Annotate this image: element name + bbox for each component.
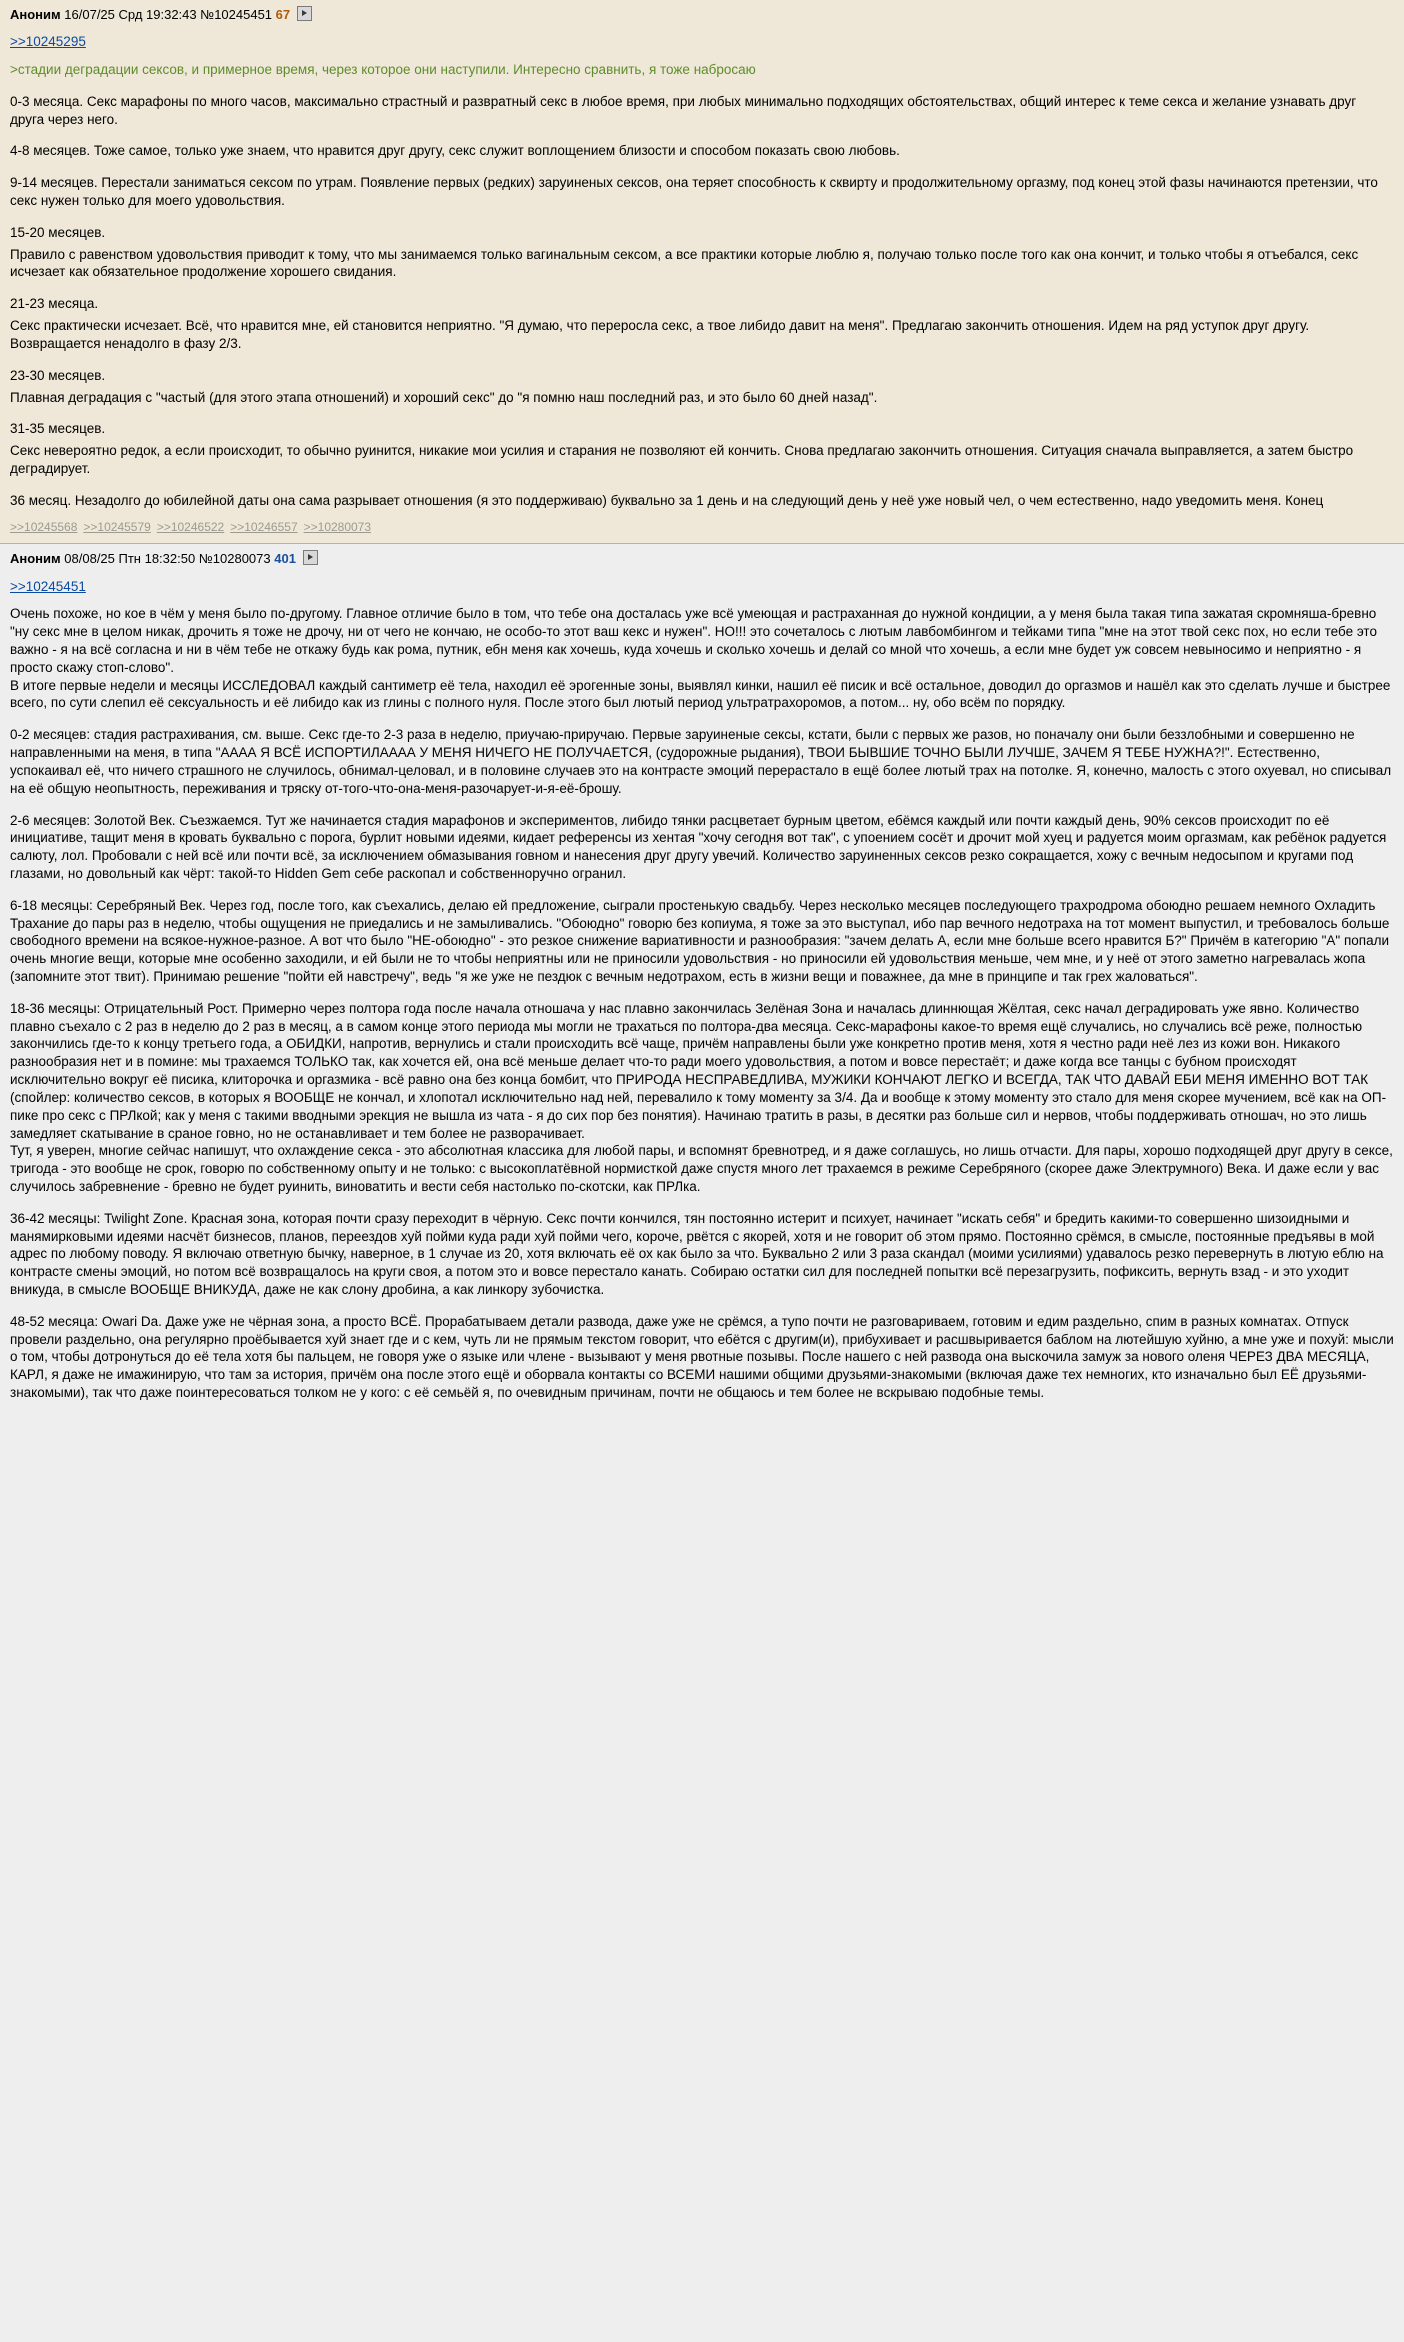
post-number: №10245451 <box>200 7 273 22</box>
post-body <box>10 605 1394 1402</box>
poster-name: Аноним <box>10 551 61 567</box>
post-paragraph: 48-52 месяца: Owari Da. Даже уже не чёрная зона, а просто ВСЁ. Прорабатываем детали развода, даже уже не срёмся, а тупо почти не разговариваем, готовим и едим раздельно, спим в разных комнатах. Отпуск провели раздельно, она регулярно проёбывается хуй знает где и с кем, чуть ли не прямым текстом говорит, что ебётся с другим(и), прибухивает и расшвыривается баблом на лютейшую хуйню, а мне уже и похуй: мысли о том, чтобы дотронуться до её тела хотя бы пальцем, не говоря уже о языке или члене - вызывают у меня рвотные позывы. После нашего с ней развода она выскочила замуж за нового оленя ЧЕРЕЗ ДВА МЕСЯЦА, КАРЛ, я даже не имажинирую, что там за история, причём она после этого ещё и оборвала контакты со ВСЕМИ нашими общими друзьями-знакомыми (включая даже тех немногих, кто изначально был ЕЁ друзьями-знакомыми), так что даже поинтересоваться толком не у кого: с её семьёй я, по очевидным причинам, почти не общаюсь и тем более не вскрываю подобные темы. <box>10 1313 1394 1401</box>
backlink[interactable]: >>10280073 <box>303 519 372 534</box>
post-paragraph: 15-20 месяцев. <box>10 224 106 240</box>
post-paragraph: 31-35 месяцев. <box>10 421 106 437</box>
post-paragraph: 2-6 месяцев: Золотой Век. Съезжаемся. Тут же начинается стадия марафонов и экспериментов, либидо тянки расцветает бурным цветом, ебёмся каждый или почти каждый день, 90% сексов происходит по её инициативе, тащит меня в кровать буквально с порога, бурлит новыми идеями, кидает референсы из хентая "хочу сегодня вот так", с упоением сосёт и дрочит мой хуец и радуется моим оргазмам, как ребёнок радуется салюту, лол. Пробовали с ней всё или почти всё, за исключением обмазывания говном и нанесения друг другу увечий. Количество заруиненных сексов резко сокращается, хожу с вечным недосыпом и кругами под глазами, но довольный как чёрт: такой-то Hidden Gem себе раскопал и собственноручно огранил. <box>10 812 1387 881</box>
post-paragraph: 4-8 месяцев. Тоже самое, только уже знаем, что нравится друг другу, секс служит воплощением близости и способом показать свою любовь. <box>10 143 900 159</box>
post-header <box>10 550 1394 567</box>
post-10280073 <box>0 544 1404 1423</box>
backlink[interactable]: >>10246522 <box>156 519 225 534</box>
play-icon[interactable] <box>297 6 312 21</box>
post-rating: 401 <box>274 551 296 567</box>
quoted-text: >стадии деградации сексов, и примерное время, через которое они наступили. Интересно сравнить, я тоже набросаю <box>10 61 756 77</box>
post-paragraph: Правило с равенством удовольствия приводит к тому, что мы занимаемся только вагинальным сексом, а все практики которые люблю я, получаю только после того как она кончит, и только чтобы я отъебался, секс исчезает как обязательное продолжение хорошего свидания. <box>10 246 1359 280</box>
post-10245451 <box>0 0 1404 543</box>
backlink[interactable]: >>10246557 <box>230 519 298 534</box>
post-paragraph: 0-3 месяца. Секс марафоны по много часов, максимально страстный и развратный секс в любое время, при любых минимально подходящих обстоятельствах, общий интерес к теме секса и желание узнавать друг друга через него. <box>10 93 1357 127</box>
post-paragraph: 36-42 месяцы: Twilight Zone. Красная зона, которая почти сразу переходит в чёрную. Секс почти кончился, тян постоянно истерит и психует, начинает "искать себя" и бредить какими-то совершенно шизоидными и манямирковыми идеями насчёт бизнесов, планов, переездов хуй пойми куда ради хуй пойми чего, короче, рвётся с якорей, хотя и не говорит об этом прямо. Постоянно срёмся, в смысле, постоянные предъявы в мой адрес по любому поводу. Я включаю ответную бычку, наверное, в 1 случае из 20, хотя включать её ох как было за что. Буквально 2 или 3 раза скандал (моими усилиями) удавалось резко перевернуть в лютую еблю на контрасте смены эмоций, но потом всё возвращалось на круги своя, а потом это и вовсе перестало канать. Собираю остатки сил для последней попытки всё перезагрузить, пофиксить, вернуть взад - и это уходит вникуда, в смысле ВООБЩЕ ВНИКУДА, даже не как слону дробина, а как линкору зубочистка. <box>10 1210 1384 1298</box>
post-paragraph: 36 месяц. Незадолго до юбилейной даты она сама разрывает отношения (я это поддерживаю) буквально за 1 день и на следующий день у неё уже новый чел, о чем естественно, надо уведомить меня. Конец <box>10 492 1324 508</box>
post-paragraph: В итоге первые недели и месяцы ИССЛЕДОВАЛ каждый сантиметр её тела, находил её эрогенные зоны, выявлял кинки, нашил её писик и всё остальное, доводил до оргазмов и нашёл как это сделать лучше и быстрее всего, по сути слепил её сексуальность и её либидо как из глины с полного нуля. После этого был лютый период ультратрахоромов, а потом... ну, обо всём по порядку. <box>10 677 1391 711</box>
reply-link[interactable]: >>10245295 <box>10 34 86 50</box>
post-paragraph: Секс невероятно редок, а если происходит, то обычно руинится, никакие мои усилия и старания не позволяют ей кончить. Снова предлагаю закончить отношения. Ситуация сначала выправляется, а затем быстро деградирует. <box>10 443 1354 476</box>
post-paragraph: Очень похоже, но кое в чём у меня было по-другому. Главное отличие было в том, что тебе она досталась уже всё умеющая и растраханная до нужной кондиции, а у меня была такая типа зажатая скромняша-бревно "ну секс мне в целом никак, дрочить я тоже не дрочу, ни от чего не кончаю, не особо-то этот ваш кекс и нужен". НО!!! это сочеталось с лютым лавбомбингом и тейками типа "мне на этот твой секс пох, но если тебе это важно - я на всё согласна и ни в чём тебе не откажу будь как рома, путник, ебн меня как хочешь, куда хочешь и сколько хочешь и делай со мной что хочешь, а если мне будет уж совсем невыносимо и неприятно - я просто скажу стоп-слово". <box>10 606 1377 675</box>
post-header <box>10 6 1394 23</box>
post-rating: 67 <box>275 7 291 22</box>
post-body <box>10 93 1394 510</box>
post-paragraph: 6-18 месяцы: Серебряный Век. Через год, после того, как съехались, делаю ей предложение, сыграли простенькую свадьбу. Через несколько месяцев последующего трахродрома обоюдно решаем немного Охладить Трахание до пары раз в неделю, чтобы ощущения не приедались и не замыливались. "Обоюдно" говорю без копиума, я тоже за это выступал, ибо пар вечного недотраха на тот момент выпустил, и требовалось больше свободного времени на всякое-нужное-разное. А вот что было "НЕ-обоюдно" - это резкое снижение вариативности и разнообразия: "зачем делать А, если мне больше всего нравится Б?" Причём в категорию "А" попали очень многие вещи, которые мне особенно заходили, и ей были не то чтобы неприятны или не приносили удовольствия - но приносили ей удовольствия меньше, чем мне, и у неё от этого заметно нагревалась жопа (запомните этот твит). Принимаю решение "пойти ей навстречу", ведь "я же уже не пездюк с вечным недотрахом, есть в жизни вещи и поважнее, да мне в принципе и так грех жаловаться". <box>10 897 1390 985</box>
post-number: №10280073 <box>198 551 271 567</box>
post-date: 16/07/25 Срд 19:32:43 <box>64 7 197 22</box>
reply-link[interactable]: >>10245451 <box>10 578 86 594</box>
post-paragraph: 21-23 месяца. <box>10 296 99 312</box>
post-paragraph: 0-2 месяцев: стадия растрахивания, см. выше. Секс где-то 2-3 раза в неделю, приучаю-приручаю. Первые заруиненые сексы, кстати, были с первых же разов, но поначалу они были беззлобными и совершенно не направленными на меня, в типа "АААА Я ВСЁ ИСПОРТИЛАААА У МЕНЯ НИЧЕГО НЕ ПОЛУЧАЕТСЯ, (судорожные рыдания), ТВОИ БЫВШИЕ ТОЧНО БЫЛИ ЛУЧШЕ, ЗАЧЕМ Я ТЕБЕ НУЖНА?!". Естественно, успокаивал её, что ничего страшного не случилось, обнимал-целовал, и в половине случаев это на контрасте эмоций перерастало в ещё более лютый трах на потолке. Я, конечно, малость с этого охуевал, но списывал на её общую неопытность, переживания и тряску от-того-что-она-меня-разочарует-и-я-её-брошу. <box>10 727 1392 796</box>
post-paragraph: Плавная деградация с "частый (для этого этапа отношений) и хороший секс" до "я помню наш последний раз, и это было 60 дней назад". <box>10 389 878 405</box>
post-paragraph: 23-30 месяцев. <box>10 367 106 383</box>
backlink[interactable]: >>10245579 <box>83 519 151 534</box>
post-paragraph: 18-36 месяцы: Отрицательный Рост. Примерно через полтора года после начала отношача у нас плавно закончилась Зелёная Зона и началась длиннющая Жёлтая, секс начал деградировать уже явно. Количество плавно съехало с 2 раз в неделю до 2 раз в месяц, а в самом конце этого периода мы могли не трахаться по полтора-два месяца. Секс-марафоны какое-то время ещё случались, но случались всё реже, полностью закончились где-то к концу третьего года, а ОБИДКИ, напротив, вернулись и стали происходить всё чаще, причём направлены были уже конкретно против меня, хотя я честно ради неё лез из кожи вон. Никакого разнообразия нет и в помине: мы трахаемся ТОЛЬКО так, как хочется ей, она всё меньше делает что-то ради моего удовольствия, а потом и вовсе перестаёт; и даже когда все танцы с бубном происходят исключительно вокруг её писика, клиторочка и оргазмика - всё равно она без конца бомбит, что ПРИРОДА НЕСПРАВЕДЛИВА, МУЖИКИ КОНЧАЮТ ЛЕГКО И ВСЕГДА, ТАК ЧТО ДАВАЙ ЕБИ МЕНЯ ИМЕННО ВОТ ТАК (спойлер: количество сексов, в которых я ВООБЩЕ не кончал, и хлопотал исключительно над ней, перевалило к тому моменту за 3/4. Да и вообще к этому моменту это стало для меня скорее мучением, всё как на ОП-пике про секс с ПРЛкой; как у меня с такими вводными эрекция не вышла из чата - я до сих пор без понятия). Начинаю тратить в разы, в десятки раз больше сил и нервов, чтобы поддерживать отношач, но это лишь замедляет скатывание в сраное говно, но не останавливает и тем более не разворачивает. <box>10 1000 1387 1141</box>
post-paragraph: Секс практически исчезает. Всё, что нравится мне, ей становится неприятно. "Я думаю, что переросла секс, а твое либидо давит на меня". Предлагаю закончить отношения. Идем на ряд уступок друг другу. Возвращается ненадолго в фазу 2/3. <box>10 318 1310 351</box>
post-paragraph: 9-14 месяцев. Перестали заниматься сексом по утрам. Появление первых (редких) заруиненых сексов, она теряет способность к сквирту и продолжительному оргазму, под конец этой фазы начинаются претензии, что секс нужен только для моего удовольствия. <box>10 175 1378 209</box>
backlinks <box>10 520 1394 536</box>
play-icon[interactable] <box>303 550 318 565</box>
poster-name: Аноним <box>10 7 61 22</box>
backlink[interactable]: >>10245568 <box>10 519 78 534</box>
post-paragraph: Тут, я уверен, многие сейчас напишут, что охлаждение секса - это абсолютная классика для любой пары, и вспомнят бревнотред, и я даже соглашусь, но лишь отчасти. Для пары, хорошо подходящей друг другу в сексе, тригода - это вообще не срок, говорю по собственному опыту и не только: с высокоплатёвной нормисткой даже спустя много лет трахаемся в режиме Серебряного (скорее даже Электрумного) Века. И даже если у вас случилось забревнение - бревно не будет руинить, виноватить и вести себя настолько по-скотски, как ПРЛка. <box>10 1143 1393 1194</box>
post-date: 08/08/25 Птн 18:32:50 <box>64 551 196 567</box>
